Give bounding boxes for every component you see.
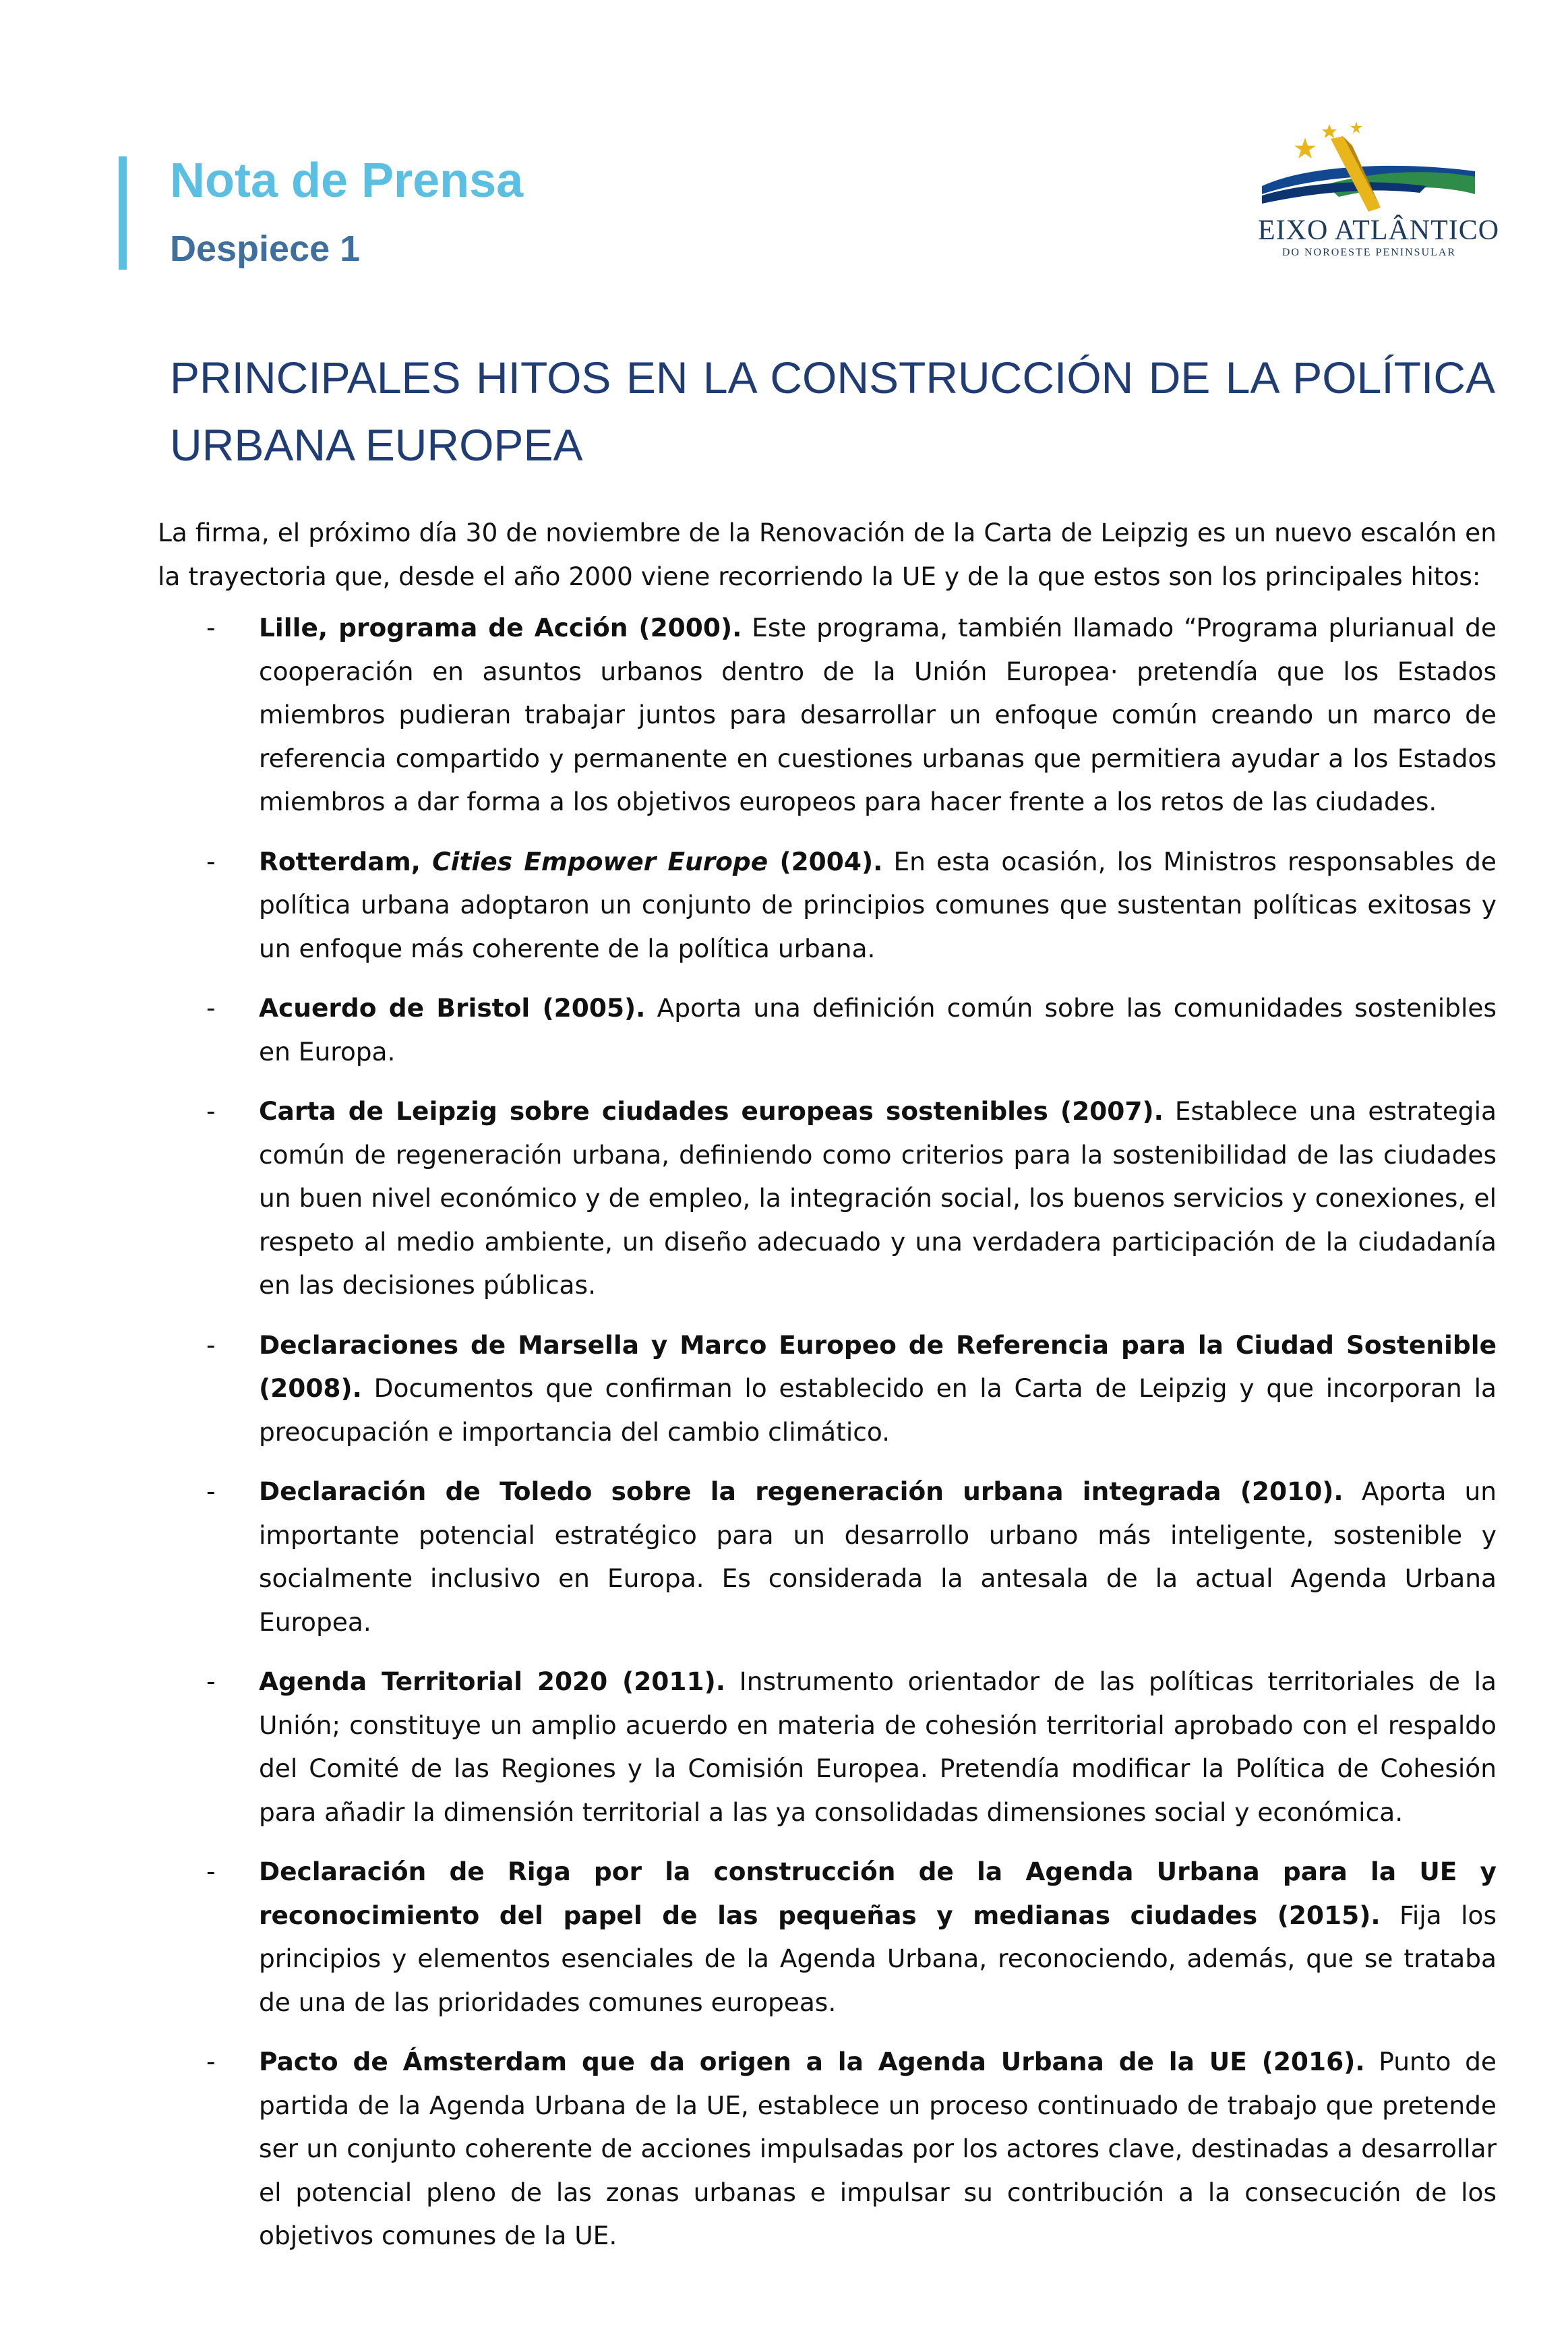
item-text: Punto de partida de la Agenda Urbana de la UE, establece un proceso continuado de trabajo que pretende ser un conjunto coherente de acciones impulsadas por los actores clave, destinadas a desarrollar el potencial pleno de las zonas urbanas e impulsar su contribución a la consecución de los objetivos comunes de la UE. [259,2047,1497,2250]
list-item [158,1470,1497,1644]
item-title: Carta de Leipzig sobre ciudades europeas sostenibles (2007). [259,1096,1164,1126]
list-item [158,606,1497,824]
list-item [158,1660,1497,1834]
bullet-dash: - [206,1096,216,1126]
press-release-subtitle: Despiece 1 [170,229,361,269]
list-item [158,986,1497,1073]
list-item [158,1089,1497,1307]
item-title [259,847,882,876]
list-item [158,1850,1497,2024]
document-body [158,511,1497,2274]
item-title: Declaración de Toledo sobre la regeneración urbana integrada (2010). [259,1476,1344,1506]
item-text: Fija los principios y elementos esenciales de la Agenda Urbana, reconociendo, además, que se trataba de una de las prioridades comunes europeas. [259,1900,1497,2017]
bullet-dash: - [206,846,216,876]
item-title-italic: Cities Empower Europe [432,846,768,876]
item-text: En esta ocasión, los Ministros responsables de política urbana adoptaron un conjunto de principios comunes que sustentan políticas exitosas y un enfoque más coherente de la política urbana. [259,846,1497,963]
eixo-atlantico-logo [1258,119,1500,260]
bullet-dash: - [206,1857,216,1886]
intro-paragraph: La firma, el próximo día 30 de noviembre de la Renovación de la Carta de Leipzig es un nuevo escalón en la trayectoria que, desde el año 2000 viene recorriendo la UE y de la que estos son los principales hitos: [158,518,1497,591]
item-title-part: Rotterdam, [259,846,433,876]
item-title: Acuerdo de Bristol (2005). [259,993,646,1023]
logo-graphic [1258,119,1480,216]
item-text: Aporta un importante potencial estratégico para un desarrollo urbano más inteligente, sostenible y socialmente inclusivo en Europa. Es considerada la antesala de la actual Agenda Urbana Europea. [259,1476,1497,1637]
item-title: Pacto de Ámsterdam que da origen a la Agenda Urbana de la UE (2016). [259,2047,1365,2076]
item-title: Declaraciones de Marsella y Marco Europeo de Referencia para la Ciudad Sostenible (2008). [259,1329,1497,1403]
document-title: PRINCIPALES HITOS EN LA CONSTRUCCIÓN DE LA POLÍTICA URBANA EUROPEA [170,353,1495,470]
item-text: Establece una estrategia común de regeneración urbana, definiendo como criterios para la sostenibilidad de las ciudades un buen nivel económico y de empleo, la integración social, los buenos servicios y conexiones, el respeto al medio ambiente, un diseño adecuado y una verdadera participación de la ciudadanía en las decisiones públicas. [259,1096,1497,1300]
list-item [158,2040,1497,2258]
bullet-dash: - [206,2047,216,2076]
item-title: Lille, programa de Acción (2000). [259,613,742,642]
bullet-dash: - [206,1667,216,1696]
item-text: Instrumento orientador de las políticas territoriales de la Unión; constituye un amplio acuerdo en materia de cohesión territorial aprobado con el respaldo del Comité de las Regiones y la Comisión Europea. Pretendía modificar la Política de Cohesión para añadir la dimensión territorial a las ya consolidadas dimensiones social y económica. [259,1667,1497,1827]
header-accent-bar [119,156,127,270]
bullet-dash: - [206,1476,216,1506]
item-title: Agenda Territorial 2020 (2011). [259,1667,725,1696]
press-release-title: Nota de Prensa [170,154,524,208]
item-title: Declaración de Riga por la construcción de la Agenda Urbana para la UE y reconocimiento del papel de las pequeñas y medianas ciudades (2015). [259,1857,1497,1930]
item-text: Documentos que confirman lo establecido en la Carta de Leipzig y que incorporan la preocupación e importancia del cambio climático. [259,1373,1497,1447]
bullet-dash: - [206,1329,216,1360]
logo-name: EIXO ATLÂNTICO [1258,215,1500,246]
list-item [158,840,1497,971]
item-title-part: (2004). [768,846,883,876]
bullet-dash: - [206,993,216,1023]
list-item [158,1323,1497,1454]
item-text: Aporta una definición común sobre las comunidades sostenibles en Europa. [259,993,1497,1067]
logo-tagline: DO NOROESTE PENINSULAR [1281,247,1457,258]
milestones-list [158,606,1497,2258]
item-text: Este programa, también llamado “Programa plurianual de cooperación en asuntos urbanos dentro de la Unión Europea· pretendía que los Estados miembros pudieran trabajar juntos para desarrollar un enfoque común creando un marco de referencia compartido y permanente en cuestiones urbanas que permitiera ayudar a los Estados miembros a dar forma a los objetivos europeos para hacer frente a los retos de las ciudades. [259,613,1497,816]
bullet-dash: - [206,613,216,642]
